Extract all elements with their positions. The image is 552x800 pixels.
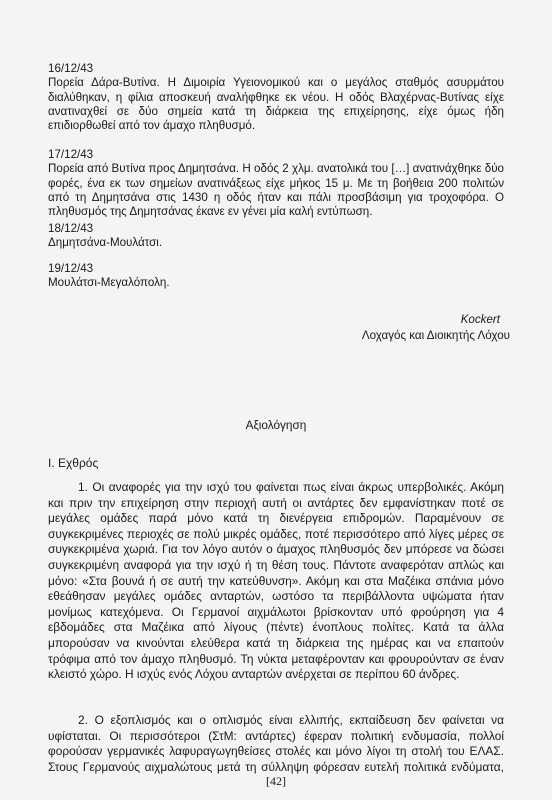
signature-block	[300, 312, 510, 344]
entry-text: Πορεία από Βυτίνα προς Δημητσάνα. Η οδός 2 χλμ. ανατολικά του […] ανατινάχθηκε δύο φορές, ένα εκ των σημείων ανατινάξεως είχε μήκος 15 μ. Με τη βοήθεια 200 πολιτών από τη Δημητσάνα στις 1430 η οδός ήταν και πάλι προσβάσιμη για τροχοφόρα. Ο πληθυσμός της Δημητσάνας έκανε εν γένει μία καλή εντύπωση.	[48, 162, 504, 219]
diary-entry	[48, 62, 504, 133]
entry-date: 17/12/43	[48, 148, 94, 161]
diary-entry	[48, 148, 504, 219]
entry-date: 16/12/43	[48, 62, 94, 75]
signature-title: Λοχαγός και Διοικητής Λόχου	[361, 329, 510, 342]
entry-date: 18/12/43	[48, 222, 94, 235]
diary-entry	[48, 222, 504, 251]
assessment-heading: Αξιολόγηση	[245, 418, 307, 432]
entry-text: Δημητσάνα-Μουλάτσι.	[48, 236, 163, 250]
paragraph: 2. Ο εξοπλισμός και ο οπλισμός είναι ελλιπής, εκπαίδευση δεν φαίνεται να υφίσταται. Οι περισσότεροι (ΣτΜ: αντάρτες) έφεραν πολιτική ενδυμασία, πολλοί φορούσαν γερμανικές λαφυραγωγηθείσες στολές και μόνο λίγοι τη στολή του ΕΛΑΣ. Στους Γερμανούς αιχμαλώτους μετά τη σύλληψη φόρεσαν ευτελή πολιτικά ενδύματα,	[48, 713, 504, 774]
entry-date: 19/12/43	[48, 262, 94, 275]
paragraph: 1. Οι αναφορές για την ισχύ του φαίνεται πως είναι άκρως υπερβολικές. Ακόμη και πριν την επιχείρηση στην περιοχή αυτή οι αντάρτες δεν εμφανίστηκαν ποτέ σε μεγάλες ομάδες παρά μόνο κατά τη διενέργεια επιδρομών. Παραμένουν σε συγκεκριμένες περιοχές σε πολύ μικρές ομάδες, ποτέ περισσότερο από λίγες μέρες σε συγκεκριμένα χωριά. Για τον λόγο αυτόν ο άμαχος πληθυσμός δεν μπόρεσε να δώσει συγκεκριμένη αναφορά για την ισχύ ή τη θέση τους. Πάντοτε αναφερόταν απλώς και μόνο: «Στα βουνά ή σε αυτή την κατεύθυνση». Ακόμη και στα Μαζέικα σπάνια μόνο εθεάθησαν μεγάλες ομάδες ανταρτών, ωστόσο τα περιβάλλοντα υψώματα ήταν μονίμως κατεχόμενα. Οι Γερμανοί αιχμάλωτοι βρίσκονταν υπό φρούρηση για 4 εβδομάδες στα Μαζέικα από λίγους (πέντε) ένοπλους πολίτες. Κατά τα άλλα μπορούσαν να κινούνται ελεύθερα κατά τη διάρκεια της ημέρας και να επαιτούν τρόφιμα από τον άμαχο πληθυσμό. Τη νύκτα μεταφέρονταν και φρουρούνταν σε έναν κλειστό χώρο. Η ισχύς ενός Λόχου ανταρτών ανέρχεται σε περίπου 60 άνδρες.	[48, 480, 504, 682]
section-title: Ι. Εχθρός	[48, 456, 99, 470]
entry-text: Μουλάτσι-Μεγαλόπολη.	[48, 276, 170, 290]
diary-entry	[48, 262, 504, 291]
entry-text: Πορεία Δάρα-Βυτίνα. Η Διμοιρία Υγειονομικού και ο μεγάλος σταθμός ασυρμάτου διαλύθηκαν, η φίλια αποσκευή αναλήφθηκε εκ νέου. Η οδός Βλαχέρνας-Βυτίνας είχε ανατιναχθεί σε δύο σημεία κατά τη διάρκεια της επιχείρησης, είχε όμως ήδη επιδιορθωθεί από τον άμαχο πληθυσμό.	[48, 76, 504, 133]
page-number: [42]	[266, 774, 286, 788]
signature-name: Kockert	[460, 313, 500, 326]
